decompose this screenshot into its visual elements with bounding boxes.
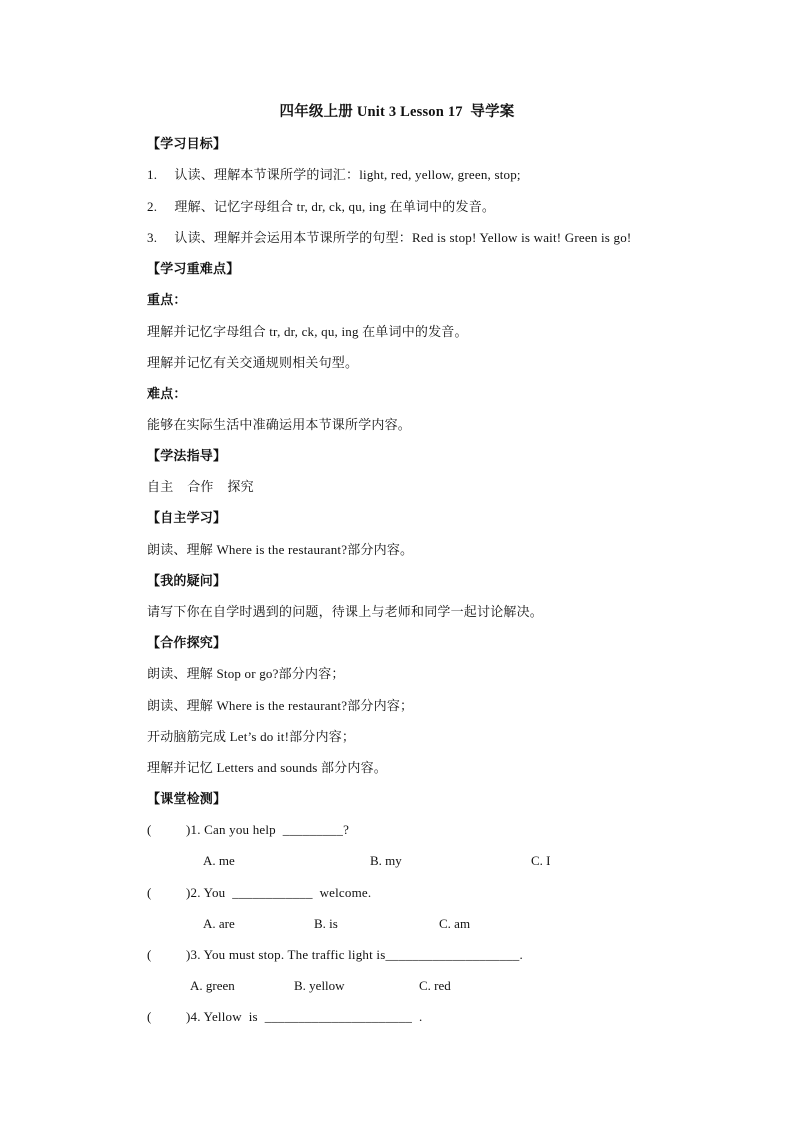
quiz-question: ( )3. You must stop. The traffic light is____________________. — [147, 947, 523, 962]
questions-heading: 【我的疑问】 — [147, 573, 227, 588]
method-text: 自主 合作 探究 — [147, 479, 254, 494]
cooperation-item: 朗读、理解 Stop or go?部分内容； — [147, 666, 345, 681]
objectives-heading: 【学习目标】 — [147, 136, 227, 151]
focus-label: 重点： — [147, 292, 187, 307]
objective-item: 2. 理解、记忆字母组合 tr, dr, ck, qu, ing 在单词中的发音。 — [147, 199, 496, 214]
focus-item: 理解并记忆有关交通规则相关句型。 — [147, 355, 359, 370]
key-points-heading: 【学习重难点】 — [147, 261, 240, 276]
cooperation-heading: 【合作探究】 — [147, 635, 227, 650]
quiz-option: A. green — [190, 978, 235, 993]
self-study-text: 朗读、理解 Where is the restaurant?部分内容。 — [147, 542, 414, 557]
focus-item: 理解并记忆字母组合 tr, dr, ck, qu, ing 在单词中的发音。 — [147, 324, 468, 339]
quiz-option: A. me — [203, 853, 235, 868]
objective-item: 1. 认读、理解本节课所学的词汇：light, red, yellow, green, stop; — [147, 167, 521, 182]
difficulty-item: 能够在实际生活中准确运用本节课所学内容。 — [147, 417, 412, 432]
cooperation-item: 开动脑筋完成 Let’s do it!部分内容； — [147, 729, 356, 744]
questions-text: 请写下你在自学时遇到的问题，待课上与老师和同学一起讨论解决。 — [147, 604, 544, 619]
quiz-option: B. my — [370, 853, 402, 868]
objective-item: 3. 认读、理解并会运用本节课所学的句型：Red is stop! Yellow is wait! Green is go! — [147, 230, 632, 245]
quiz-option: B. is — [314, 916, 338, 931]
difficulty-label: 难点： — [147, 386, 187, 401]
quiz-question: ( )2. You ____________ welcome. — [147, 885, 372, 900]
quiz-question: ( )1. Can you help _________? — [147, 822, 350, 837]
quiz-question: ( )4. Yellow is ______________________ . — [147, 1009, 423, 1024]
quiz-option: B. yellow — [294, 978, 345, 993]
cooperation-item: 朗读、理解 Where is the restaurant?部分内容； — [147, 698, 414, 713]
quiz-option: A. are — [203, 916, 235, 931]
quiz-option: C. am — [439, 916, 471, 931]
quiz-heading: 【课堂检测】 — [147, 791, 227, 806]
self-study-heading: 【自主学习】 — [147, 510, 227, 525]
method-heading: 【学法指导】 — [147, 448, 227, 463]
quiz-option: C. red — [419, 978, 451, 993]
cooperation-item: 理解并记忆 Letters and sounds 部分内容。 — [147, 760, 387, 775]
page-title: 四年级上册 Unit 3 Lesson 17 导学案 — [279, 104, 515, 120]
quiz-option: C. I — [531, 853, 551, 868]
